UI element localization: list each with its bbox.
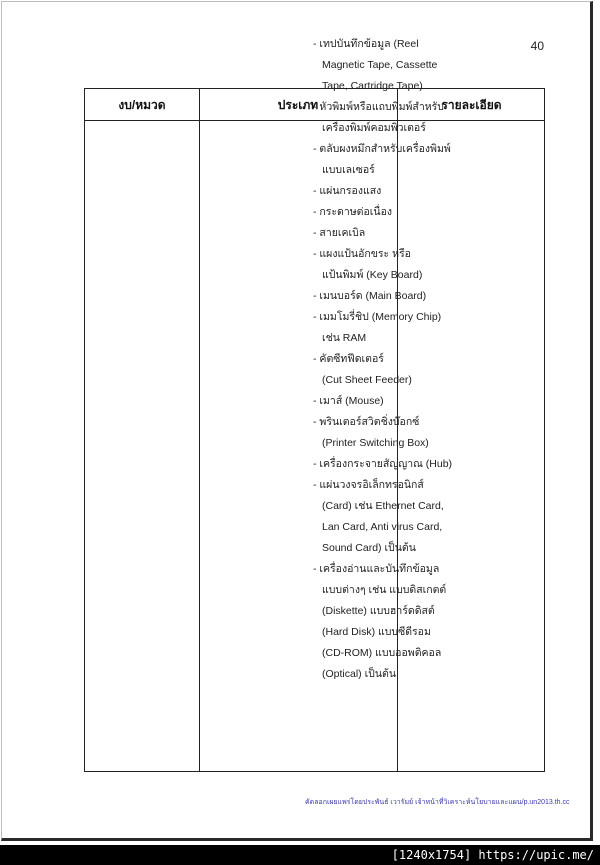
- footer-note: คัดลอกเผยแพร่โดยประพันธ์ เวารัมย์ เจ้าหน้าที่วิเคราะห์นโยบายและแผน/p.un2013.th.cc: [305, 799, 570, 806]
- page-number: 40: [530, 39, 544, 53]
- detail-line: - เครื่องกระจายสัญญาณ (Hub): [313, 458, 453, 470]
- detail-line: (Cut Sheet Feeder): [322, 374, 412, 386]
- detail-line: Tape, Cartridge Tape): [322, 80, 423, 92]
- detail-line: (Printer Switching Box): [322, 437, 429, 449]
- detail-line: - เทปบันทึกข้อมูล (Reel: [313, 38, 419, 50]
- detail-line: Lan Card, Anti virus Card,: [322, 521, 443, 533]
- column-divider-1: [199, 89, 200, 771]
- detail-line: (Diskette) แบบฮาร์ดดิสต์: [322, 605, 435, 617]
- detail-line: - คัตซีทฟีดเตอร์: [313, 353, 384, 365]
- detail-line: - สายเคเบิล: [313, 227, 366, 239]
- detail-line: - ตลับผงหมึกสำหรับเครื่องพิมพ์: [313, 143, 451, 155]
- detail-line: แบบต่างๆ เช่น แบบดิสเกตต์: [322, 584, 447, 596]
- detail-line: (Card) เช่น Ethernet Card,: [322, 500, 444, 512]
- detail-line: - แผ่นกรองแสง: [313, 185, 382, 197]
- detail-line: (Hard Disk) แบบซีดีรอม: [322, 626, 431, 638]
- header-type: ประเภท: [277, 98, 319, 112]
- details-list: [313, 34, 461, 685]
- image-watermark: [1240x1754] https://upic.me/: [391, 848, 594, 862]
- detail-line: - เครื่องอ่านและบันทึกข้อมูล: [313, 563, 440, 575]
- detail-line: Magnetic Tape, Cassette: [322, 59, 438, 71]
- detail-line: - กระดาษต่อเนื่อง: [313, 206, 393, 218]
- detail-line: Sound Card) เป็นต้น: [322, 542, 416, 554]
- detail-line: เช่น RAM: [322, 332, 367, 344]
- detail-line: - แผ่นวงจรอิเล็กทรอนิกส์: [313, 479, 424, 491]
- detail-line: - หัวพิมพ์หรือแถบพิมพ์สำหรับ: [313, 101, 444, 113]
- header-details: รายละเอียด: [441, 98, 502, 112]
- detail-line: - พรินเตอร์สวิตชิ่งบ๊อกซ์: [313, 416, 420, 428]
- detail-line: - แผงแป้นอักขระ หรือ: [313, 248, 411, 260]
- detail-line: แป้นพิมพ์ (Key Board): [322, 269, 423, 281]
- detail-line: - เมมโมรี่ชิป (Memory Chip): [313, 311, 442, 323]
- detail-line: เครื่องพิมพ์คอมพิวเตอร์: [322, 122, 426, 134]
- detail-line: (CD-ROM) แบบออพติคอล: [322, 647, 442, 659]
- detail-line: - เมาส์ (Mouse): [313, 395, 384, 407]
- detail-line: (Optical) เป็นต้น: [322, 668, 397, 680]
- header-budget-category: งบ/หมวด: [118, 98, 166, 112]
- detail-line: แบบเลเซอร์: [322, 164, 375, 176]
- detail-line: - เมนบอร์ด (Main Board): [313, 290, 427, 302]
